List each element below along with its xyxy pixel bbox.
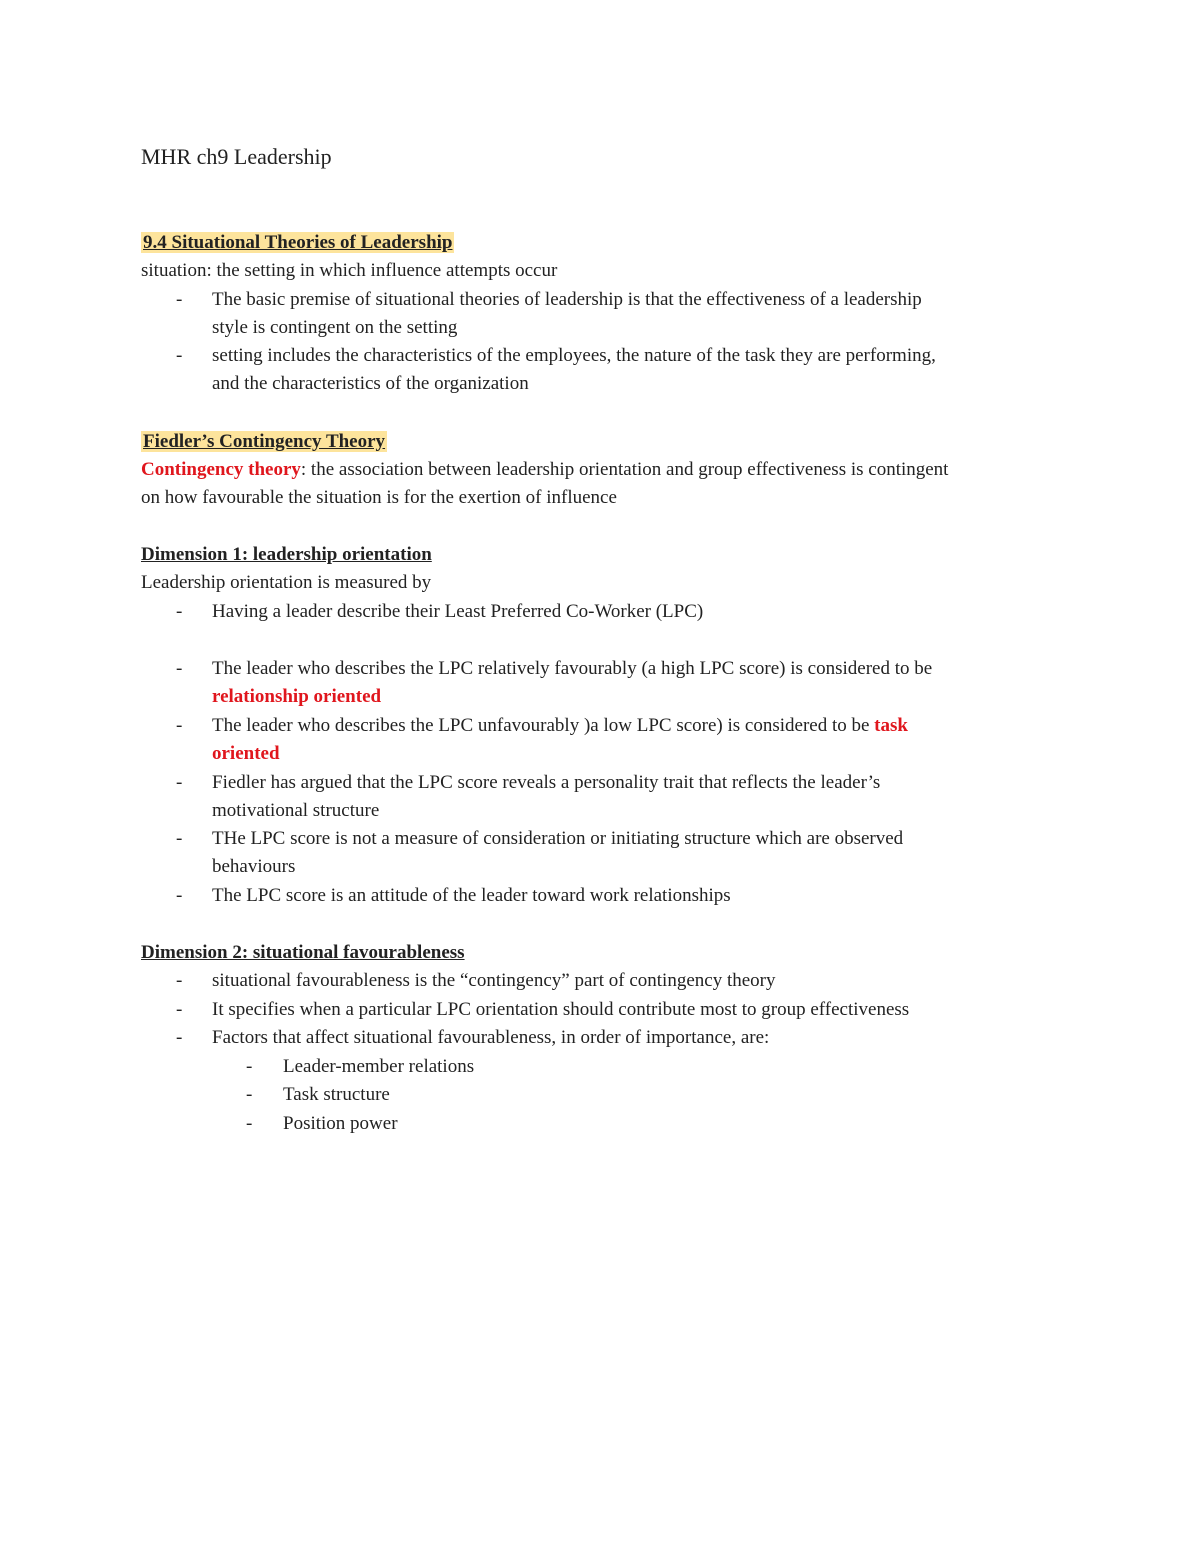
bullet-dash: - — [176, 828, 183, 849]
sub-bullet-dash: - — [246, 1056, 253, 1077]
bullet-text: THe LPC score is not a measure of consideration or initiating structure which are observed — [212, 828, 904, 849]
dimension-1-heading — [141, 541, 432, 569]
bullet-dash: - — [176, 772, 183, 793]
section-heading-text: Fiedler’s Contingency Theory — [143, 431, 386, 452]
bullet-text-continued: motivational structure — [212, 800, 380, 821]
sub-bullet-text: Position power — [283, 1113, 398, 1134]
key-term-contingency-theory: Contingency theory — [141, 459, 301, 480]
bullet-dash: - — [176, 970, 183, 991]
key-term-relationship-oriented: relationship oriented — [212, 686, 382, 707]
bullet-text: The basic premise of situational theories of leadership is that the effectiveness of a leadership — [212, 289, 922, 310]
sub-bullet-text: Leader-member relations — [283, 1056, 475, 1077]
bullet-dash: - — [176, 345, 183, 366]
subsection-heading-text: Dimension 1: leadership orientation — [141, 544, 432, 565]
bullet-text: Fiedler has argued that the LPC score reveals a personality trait that reflects the leader’s — [212, 772, 881, 793]
sub-bullet-dash: - — [246, 1084, 253, 1105]
bullet-dash: - — [176, 715, 183, 736]
bullet-text: The LPC score is an attitude of the leader toward work relationships — [212, 885, 731, 906]
bullet-text: It specifies when a particular LPC orientation should contribute most to group effectiveness — [212, 999, 910, 1020]
dimension-1-intro: Leadership orientation is measured by — [141, 572, 432, 593]
bullet-text: situational favourableness is the “contingency” part of contingency theory — [212, 970, 776, 991]
bullet-dash: - — [176, 999, 183, 1020]
contingency-definition-line-1 — [141, 456, 948, 484]
sub-bullet-dash: - — [246, 1113, 253, 1134]
sub-bullet-text: Task structure — [283, 1084, 390, 1105]
key-term-task: task — [874, 715, 908, 736]
bullet-dash: - — [176, 1027, 183, 1048]
dimension-2-heading — [141, 939, 465, 967]
section-heading-situational — [141, 229, 454, 257]
bullet-text: Having a leader describe their Least Preferred Co-Worker (LPC) — [212, 601, 704, 622]
bullet-dash: - — [176, 289, 183, 310]
bullet-text-continued: behaviours — [212, 856, 296, 877]
section-heading-fiedler — [141, 428, 387, 456]
bullet-text — [212, 712, 908, 740]
document-title: MHR ch9 Leadership — [141, 144, 332, 169]
bullet-text-body: The leader who describes the LPC unfavourably )a low LPC score) is considered to be — [212, 715, 875, 736]
situation-definition: situation: the setting in which influence attempts occur — [141, 260, 558, 281]
bullet-dash: - — [176, 601, 183, 622]
section-heading-text: 9.4 Situational Theories of Leadership — [143, 232, 453, 253]
subsection-heading-text: Dimension 2: situational favourableness — [141, 942, 465, 963]
bullet-text: The leader who describes the LPC relatively favourably (a high LPC score) is considered to be — [212, 658, 933, 679]
bullet-text: Factors that affect situational favourableness, in order of importance, are: — [212, 1027, 770, 1048]
key-term-oriented: oriented — [212, 743, 280, 764]
bullet-dash: - — [176, 885, 183, 906]
bullet-dash: - — [176, 658, 183, 679]
bullet-text-continued: style is contingent on the setting — [212, 317, 458, 338]
contingency-definition-line-2: on how favourable the situation is for the exertion of influence — [141, 487, 617, 508]
bullet-text: setting includes the characteristics of the employees, the nature of the task they are performing, — [212, 345, 936, 366]
definition-text: : the association between leadership orientation and group effectiveness is contingent — [300, 459, 949, 480]
bullet-text-continued: and the characteristics of the organization — [212, 373, 529, 394]
